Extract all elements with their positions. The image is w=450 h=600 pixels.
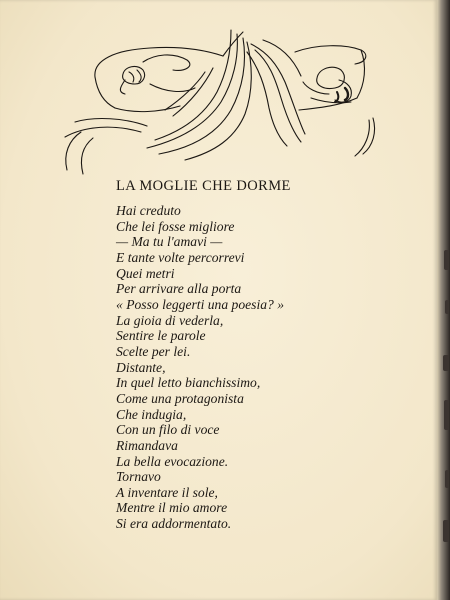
poem-title: LA MOGLIE CHE DORME (116, 178, 291, 194)
verse-line: Quei metri (116, 265, 175, 281)
edge-mark (444, 400, 449, 430)
verse-line: Hai creduto (116, 203, 181, 218)
verse-line: Per arrivare alla porta (116, 281, 242, 297)
verse-line: Come una protagonista (116, 390, 244, 406)
verse-line: La gioia di vederla, (116, 312, 224, 328)
verse-line: In quel letto bianchissimo, (116, 375, 261, 391)
edge-mark (444, 250, 449, 270)
verse-line: Scelte per lei. (116, 343, 191, 359)
edge-mark (443, 520, 449, 542)
verse-line: « Posso leggerti una poesia? » (116, 296, 285, 312)
verse-line: Rimandava (116, 437, 178, 453)
verse-line: La bella evocazione. (116, 453, 229, 469)
verse-line: Distante, (116, 359, 166, 375)
page-edge (437, 0, 450, 600)
verse-line: Sentire le parole (116, 328, 206, 344)
verse-line: Mentre il mio amore (116, 500, 228, 516)
edge-mark (445, 470, 449, 488)
verse-line: Che indugia, (116, 406, 187, 422)
verse-line: — Ma tu l'amavi — (116, 234, 223, 250)
verse-line: A inventare il sole, (116, 484, 218, 500)
verse-line: Si era addormentato. (116, 516, 232, 532)
poem-verses (116, 203, 284, 532)
edge-mark (443, 355, 449, 371)
verse-line: Tornavo (116, 469, 161, 485)
line-drawing-sleeping-figures-icon (55, 22, 385, 187)
verse-line: Che lei fosse migliore (116, 218, 235, 234)
edge-mark (445, 300, 449, 314)
verse-line: Con un filo di voce (116, 422, 220, 438)
verse-line: E tante volte percorrevi (116, 249, 245, 265)
